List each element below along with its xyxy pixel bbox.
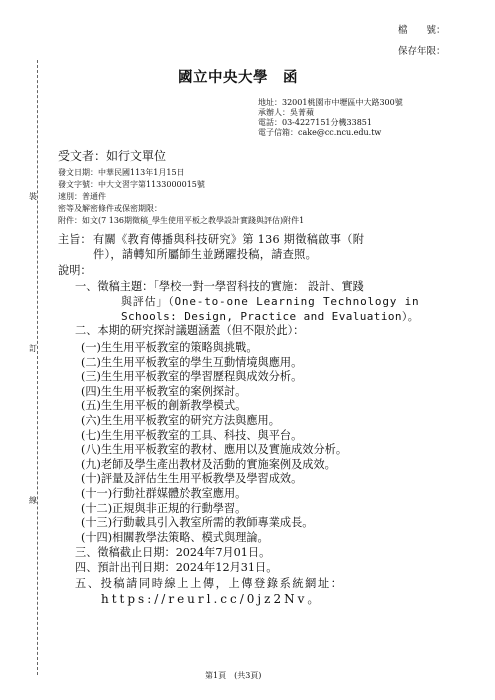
- research-topic-item: (一)生生用平板教室的策略與挑戰。: [81, 341, 258, 354]
- file-number-label: 檔 號：: [398, 25, 446, 36]
- research-topic-item: (八)生生用平板教室的教材、應用以及實施成效分析。: [81, 443, 348, 457]
- subject-label: 主旨：: [58, 233, 92, 246]
- research-topic-item: (十四)相關教學法策略、模式與理論。: [81, 530, 269, 544]
- binding-mark-xian: 線: [29, 496, 37, 505]
- item-5-line-1: 五、投稿請同時線上上傳，上傳登錄系統網址：: [75, 577, 344, 590]
- research-topic-item: (二)生生用平板教室的學生互動情境與應用。: [81, 355, 303, 369]
- item-1-line-3: Schools: Design, Practice and Evaluation）。: [121, 310, 420, 323]
- research-topic-item: (十二)正規與非正規的行動學習。: [81, 501, 247, 515]
- page-number: 第1頁 (共3頁): [205, 671, 262, 680]
- research-topic-item: (五)生生用平板的創新教學模式。: [81, 399, 247, 413]
- submission-url-link[interactable]: https://reurl.cc/0jz2Nv。: [101, 592, 323, 606]
- issue-date: 發文日期：中華民國113年1月15日: [58, 168, 185, 177]
- binding-mark-zhuang: 裝: [29, 192, 37, 201]
- research-topic-item: (十三)行動載具引入教室所需的教師專業成長。: [81, 516, 314, 530]
- subject-line-1: 有關《教育傳播與科技研究》第 136 期徵稿啟事（附: [93, 233, 365, 246]
- research-topic-item: (十一)行動社群媒體於教室應用。: [81, 487, 247, 500]
- item-1-line-1: 一、徵稿主題：「學校一對一學習科技的實施： 設計、實踐: [75, 280, 364, 293]
- item-4-publication-date: 四、預計出刊日期：2024年12月31日。: [75, 561, 278, 574]
- attachment-note: 附件：如文(7 136期徵稿_學生使用平板之教學設計實踐與評估)附件1: [58, 216, 305, 225]
- contact-phone: 電話：03-4227151分機33851: [258, 118, 372, 127]
- explanation-label: 說明：: [58, 264, 92, 277]
- secrecy-level: 密等及解密條件或保密期限：: [58, 204, 162, 213]
- research-topic-item: (七)生生用平板教室的工具、科技、與平台。: [81, 428, 303, 442]
- item-2-heading: 二、本期的研究探討議題涵蓋（但不限於此）：: [75, 324, 305, 337]
- page-title: 國立中央大學 函: [178, 69, 298, 86]
- binding-margin-line: [37, 60, 38, 675]
- research-topic-item: (四)生生用平板教室的案例探討。: [81, 384, 247, 398]
- research-topic-item: (十)評量及評估生生用平板教學及學習成效。: [81, 472, 303, 486]
- document-number: 發文字號：中大文習字第1133000015號: [58, 180, 205, 189]
- binding-mark-ding: 訂: [29, 344, 37, 353]
- contact-handler: 承辦人：吳菁蘋: [258, 108, 314, 117]
- contact-email: 電子信箱：cake@cc.ncu.edu.tw: [258, 128, 382, 137]
- subject-line-2: 件），請轉知所屬師生並踴躍投稿，請查照。: [93, 248, 318, 261]
- recipient: 受文者：如行文單位: [58, 149, 167, 163]
- research-topic-item: (六)生生用平板教室的研究方法與應用。: [81, 414, 280, 427]
- research-topic-item: (九)老師及學生產出教材及活動的實施案例及成效。: [81, 457, 336, 471]
- item-1-line-2: 與評估」（One-to-one Learning Technology in: [121, 295, 420, 308]
- retention-period-label: 保存年限：: [398, 46, 446, 57]
- research-topic-item: (三)生生用平板教室的學習歷程與成效分析。: [81, 370, 303, 384]
- delivery-speed: 速別：普通件: [58, 192, 106, 201]
- contact-address: 地址：32001桃園市中壢區中大路300號: [258, 98, 403, 107]
- item-3-deadline: 三、徵稿截止日期：2024年7月01日。: [75, 546, 271, 559]
